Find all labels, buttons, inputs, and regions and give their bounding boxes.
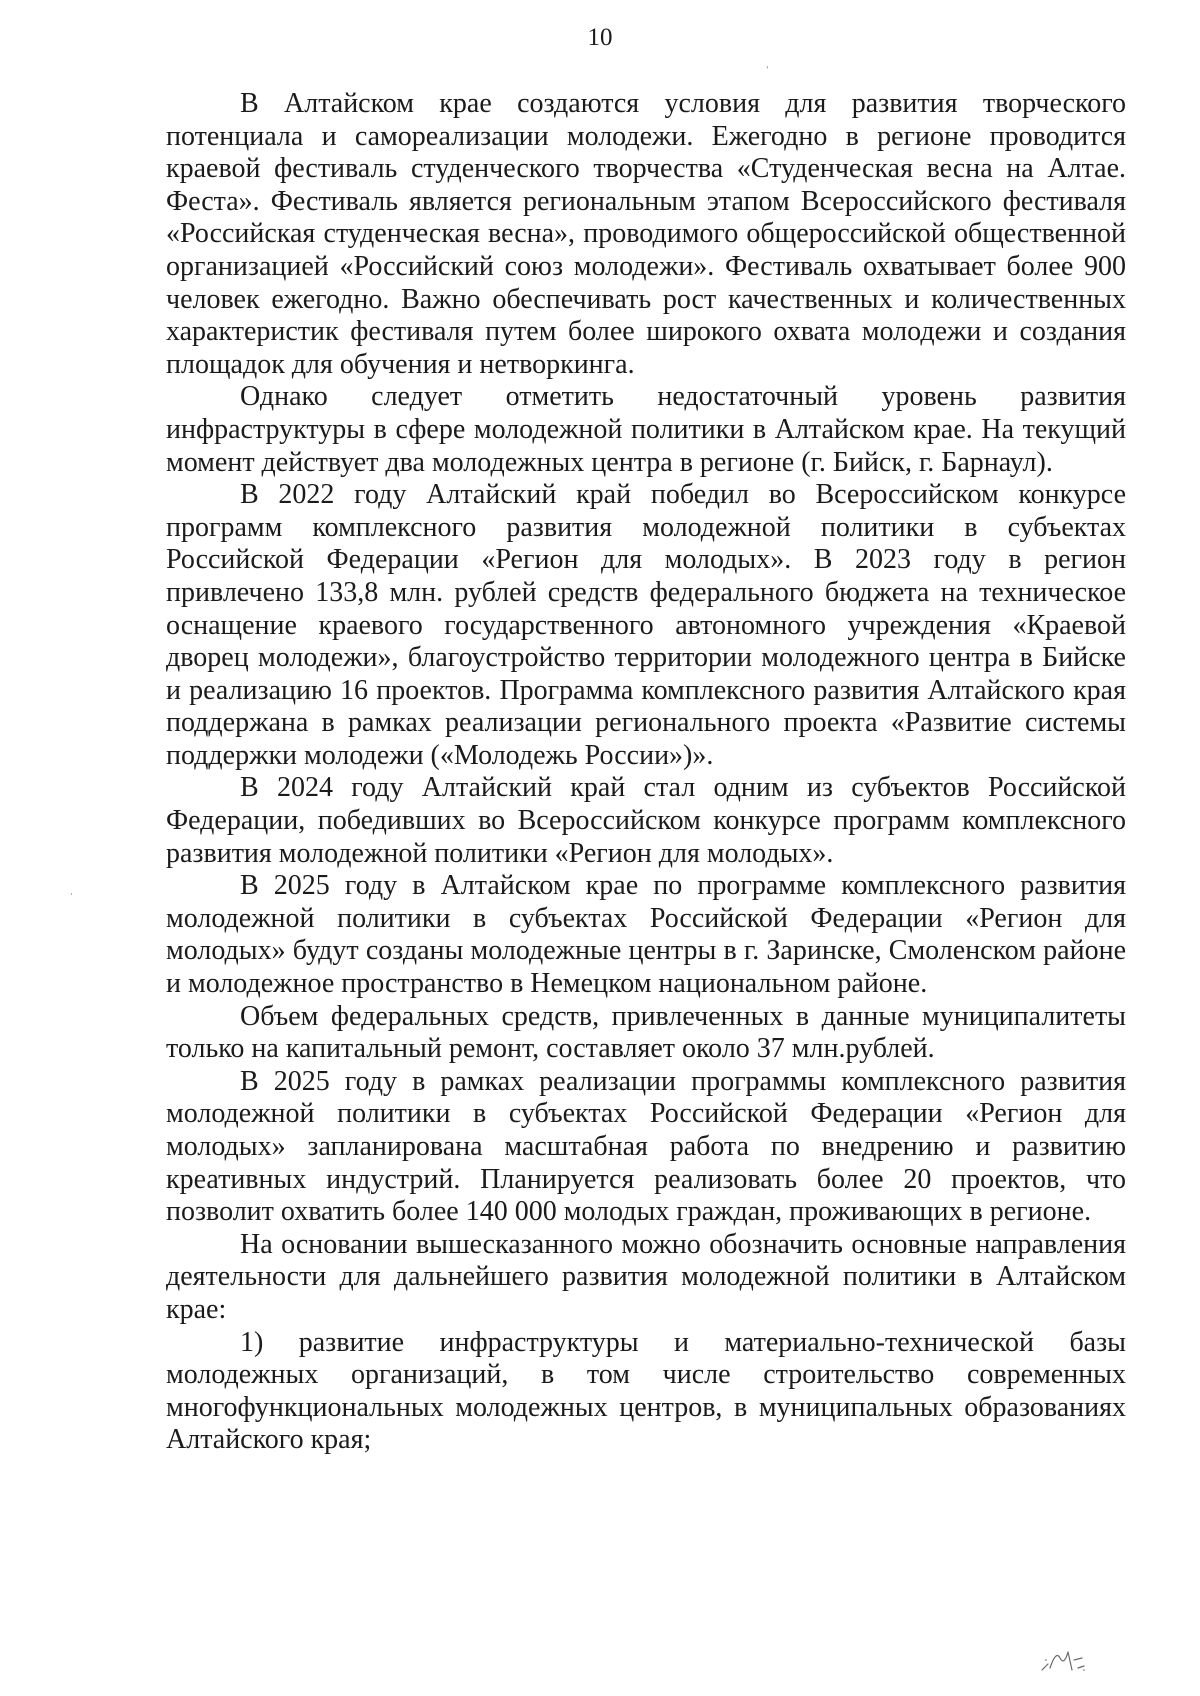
scan-mark-dot: · (70, 890, 73, 900)
paragraph-2022-contest: В 2022 году Алтайский край победил во Всероссийском конкурсе программ комплексного развития молодежной политики в субъектах Российской Федерации «Регион для молодых». В 2023 году в регион привлечено 133,8 млн. рублей средств федерального бюджета на техническое оснащение краевого государственного автономного учреждения «Краевой дворец молодежи», благоустройство территории молодежного центра в Бийске и реализацию 16 проектов. Программа комплексного развития Алтайского края поддержана в рамках реализации регионального проекта «Развитие системы поддержки молодежи («Молодежь России»)». (166, 479, 1126, 771)
paragraph-federal-funds: Объем федеральных средств, привлеченных в данные муниципалитеты только на капитальный ремонт, составляет около 37 млн.рублей. (166, 1000, 1126, 1065)
list-item-1: 1) развитие инфраструктуры и материально-технической базы молодежных организаций, в том числе строительство современных многофункциональных молодежных центров, в муниципальных образованиях Алтайского края; (166, 1326, 1126, 1456)
page-number: 10 (587, 24, 613, 51)
paragraph-2024-contest: В 2024 году Алтайский край стал одним из субъектов Российской Федерации, победивших во Всероссийском конкурсе программ комплексного развития молодежной политики «Регион для молодых». (166, 772, 1126, 869)
paragraph-youth-creativity: В Алтайском крае создаются условия для развития творческого потенциала и самореализации молодежи. Ежегодно в регионе проводится краевой фестиваль студенческого творчества «Студенческая весна на Алтае. Феста». Фестиваль является региональным этапом Всероссийского фестиваля «Российская студенческая весна», проводимого общероссийской общественной организацией «Российский союз молодежи». Фестиваль охватывает более 900 человек ежегодно. Важно обеспечивать рост качественных и количественных характеристик фестиваля путем более широкого охвата молодежи и создания площадок для обучения и нетворкинга. (166, 88, 1126, 380)
paragraph-2025-centers: В 2025 году в Алтайском крае по программе комплексного развития молодежной политики в субъектах Российской Федерации «Регион для молодых» будут созданы молодежные центры в г. Заринске, Смоленском районе и молодежное пространство в Немецком национальном районе. (166, 870, 1126, 1000)
paragraph-infrastructure-shortage: Однако следует отметить недостаточный уровень развития инфраструктуры в сфере молодежной политики в Алтайском крае. На текущий момент действует два молодежных центра в регионе (г. Бийск, г. Барнаул). (166, 381, 1126, 478)
paragraph-2025-creative-industries: В 2025 году в рамках реализации программы комплексного развития молодежной политики в субъектах Российской Федерации «Регион для молодых» запланирована масштабная работа по внедрению и развитию креативных индустрий. Планируется реализовать более 20 проектов, что позволит охватить более 140 000 молодых граждан, проживающих в регионе. (166, 1065, 1126, 1228)
initials-signature (1038, 1640, 1088, 1676)
scan-mark-tick: ˌ (766, 60, 769, 70)
paragraph-main-directions: На основании вышесказанного можно обозначить основные направления деятельности для дальнейшего развития молодежной политики в Алтайском крае: (166, 1228, 1126, 1325)
document-body (166, 88, 1126, 1457)
